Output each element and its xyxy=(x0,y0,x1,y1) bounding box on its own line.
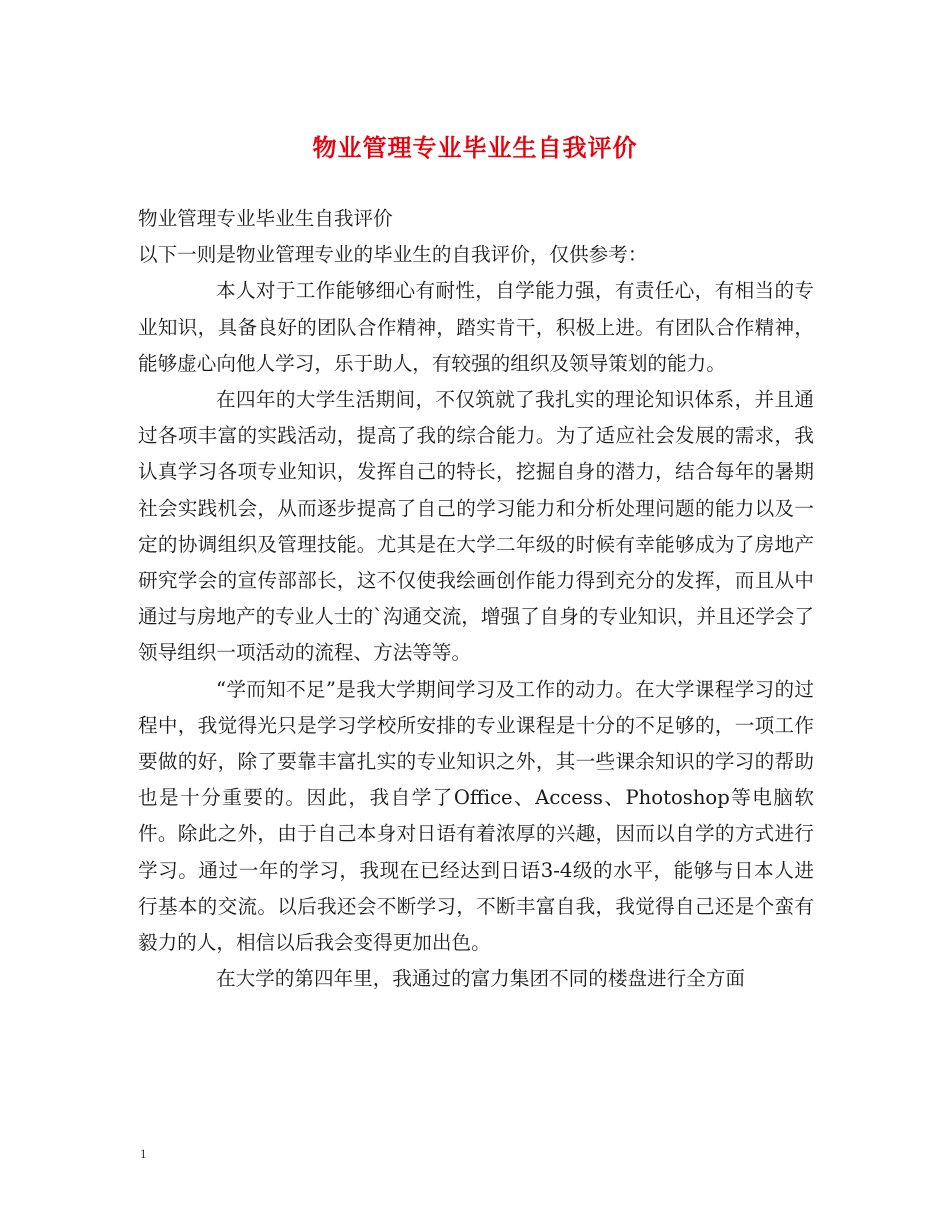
document-body xyxy=(138,201,814,997)
paragraph-4: 在大学的第四年里，我通过的富力集团不同的楼盘进行全方面 xyxy=(216,967,746,991)
intro-line: 以下一则是物业管理专业的毕业生的自我评价，仅供参考： xyxy=(138,243,648,267)
paragraph-1: 本人对于工作能够细心有耐性，自学能力强，有责任心，有相当的专业知识，具备良好的团队合作精神，踏实肯干，积极上进。有团队合作精神，能够虚心向他人学习，乐于助人，有较强的组织及领导策划的能力。 xyxy=(138,279,814,375)
paragraph-2: 在四年的大学生活期间，不仅筑就了我扎实的理论知识体系，并且通过各项丰富的实践活动，提高了我的综合能力。为了适应社会发展的需求，我认真学习各项专业知识，发挥自己的特长，挖掘自身的潜力，结合每年的暑期社会实践机会，从而逐步提高了自己的学习能力和分析处理问题的能力以及一定的协调组织及管理技能。尤其是在大学二年级的时候有幸能够成为了房地产研究学会的宣传部部长，这不仅使我绘画创作能力得到充分的发挥，而且从中通过与房地产的专业人士的`沟通交流，增强了自身的专业知识，并且还学会了领导组织一项活动的流程、方法等等。 xyxy=(138,388,814,665)
document-title: 物业管理专业毕业生自我评价 xyxy=(312,133,638,162)
document-subtitle: 物业管理专业毕业生自我评价 xyxy=(138,207,393,230)
paragraph-3: “学而知不足”是我大学期间学习及工作的动力。在大学课程学习的过程中，我觉得光只是学习学校所安排的专业课程是十分的不足够的，一项工作要做的好，除了要靠丰富扎实的专业知识之外，其一些课余知识的学习的帮助也是十分重要的。因此，我自学了Office、Access、Photoshop等电脑软件。除此之外，由于自己本身对日语有着浓厚的兴趣，因而以自学的方式进行学习。通过一年的学习，我现在已经达到日语3-4级的水平，能够与日本人进行基本的交流。以后我还会不断学习，不断丰富自我，我觉得自己还是个蛮有毅力的人，相信以后我会变得更加出色。 xyxy=(138,677,814,955)
page-number: 1 xyxy=(140,1146,147,1161)
